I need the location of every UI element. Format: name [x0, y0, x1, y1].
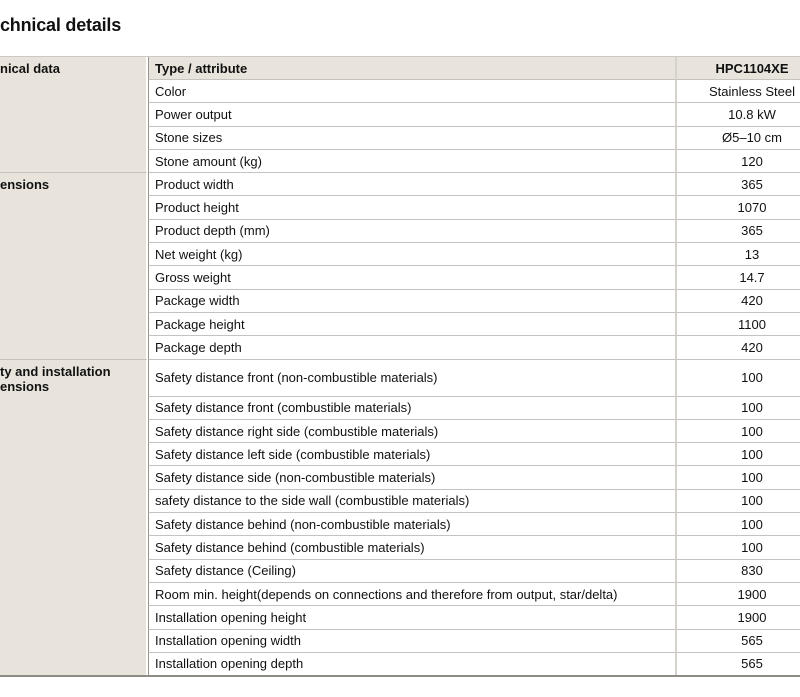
section-label-line: ty and installation — [0, 363, 111, 379]
value-cell: 100 — [675, 512, 800, 535]
attribute-cell: Gross weight — [148, 265, 675, 288]
value-cell: 420 — [675, 289, 800, 312]
column-header-attribute: Type / attribute — [148, 57, 675, 79]
attribute-cell: safety distance to the side wall (combustible materials) — [148, 489, 675, 512]
value-cell: 1900 — [675, 582, 800, 605]
value-cell: Ø5–10 cm — [675, 126, 800, 149]
attribute-cell: Product height — [148, 195, 675, 218]
attribute-cell: Package width — [148, 289, 675, 312]
attribute-cell: Safety distance (Ceiling) — [148, 559, 675, 582]
value-cell: 1070 — [675, 195, 800, 218]
value-cell: 120 — [675, 149, 800, 172]
attribute-cell: Room min. height(depends on connections and therefore from output, star/delta) — [148, 582, 675, 605]
attribute-cell: Safety distance right side (combustible materials) — [148, 419, 675, 442]
attribute-cell: Safety distance behind (non-combustible materials) — [148, 512, 675, 535]
value-cell: 100 — [675, 489, 800, 512]
section-label — [0, 57, 148, 172]
value-cell: 100 — [675, 442, 800, 465]
value-cell: 420 — [675, 335, 800, 358]
attribute-cell: Safety distance side (non-combustible materials) — [148, 465, 675, 488]
value-cell: 830 — [675, 559, 800, 582]
value-cell: 1100 — [675, 312, 800, 335]
value-cell: 10.8 kW — [675, 102, 800, 125]
attribute-cell: Product depth (mm) — [148, 219, 675, 242]
attribute-cell: Net weight (kg) — [148, 242, 675, 265]
section-label — [0, 172, 148, 358]
value-cell: 365 — [675, 172, 800, 195]
attribute-cell: Package height — [148, 312, 675, 335]
attribute-cell: Safety distance front (non-combustible materials) — [148, 359, 675, 396]
value-cell: 14.7 — [675, 265, 800, 288]
attribute-cell: Package depth — [148, 335, 675, 358]
attribute-cell: Safety distance front (combustible materials) — [148, 396, 675, 419]
value-cell: 100 — [675, 535, 800, 558]
section-label — [0, 359, 148, 676]
value-cell: Stainless Steel — [675, 79, 800, 102]
value-cell: 100 — [675, 419, 800, 442]
value-cell: 100 — [675, 359, 800, 396]
attribute-cell: Installation opening width — [148, 629, 675, 652]
attribute-cell: Safety distance left side (combustible materials) — [148, 442, 675, 465]
value-cell: 100 — [675, 465, 800, 488]
attribute-cell: Stone sizes — [148, 126, 675, 149]
attribute-cell: Power output — [148, 102, 675, 125]
value-cell: 565 — [675, 652, 800, 675]
page-title: chnical details — [0, 15, 122, 35]
section-label-line: ensions — [0, 177, 50, 193]
attribute-cell: Product width — [148, 172, 675, 195]
value-cell: 365 — [675, 219, 800, 242]
value-cell: 13 — [675, 242, 800, 265]
column-header-model: HPC1104XE — [675, 57, 800, 79]
attribute-cell: Stone amount (kg) — [148, 149, 675, 172]
section-label-line: ensions — [0, 378, 50, 394]
value-cell: 1900 — [675, 605, 800, 628]
attribute-cell: Color — [148, 79, 675, 102]
value-cell: 100 — [675, 396, 800, 419]
value-cell: 565 — [675, 629, 800, 652]
attribute-cell: Installation opening depth — [148, 652, 675, 675]
attribute-cell: Safety distance behind (combustible materials) — [148, 535, 675, 558]
attribute-cell: Installation opening height — [148, 605, 675, 628]
technical-details-table — [0, 56, 800, 677]
section-label-line: nical data — [0, 61, 60, 76]
